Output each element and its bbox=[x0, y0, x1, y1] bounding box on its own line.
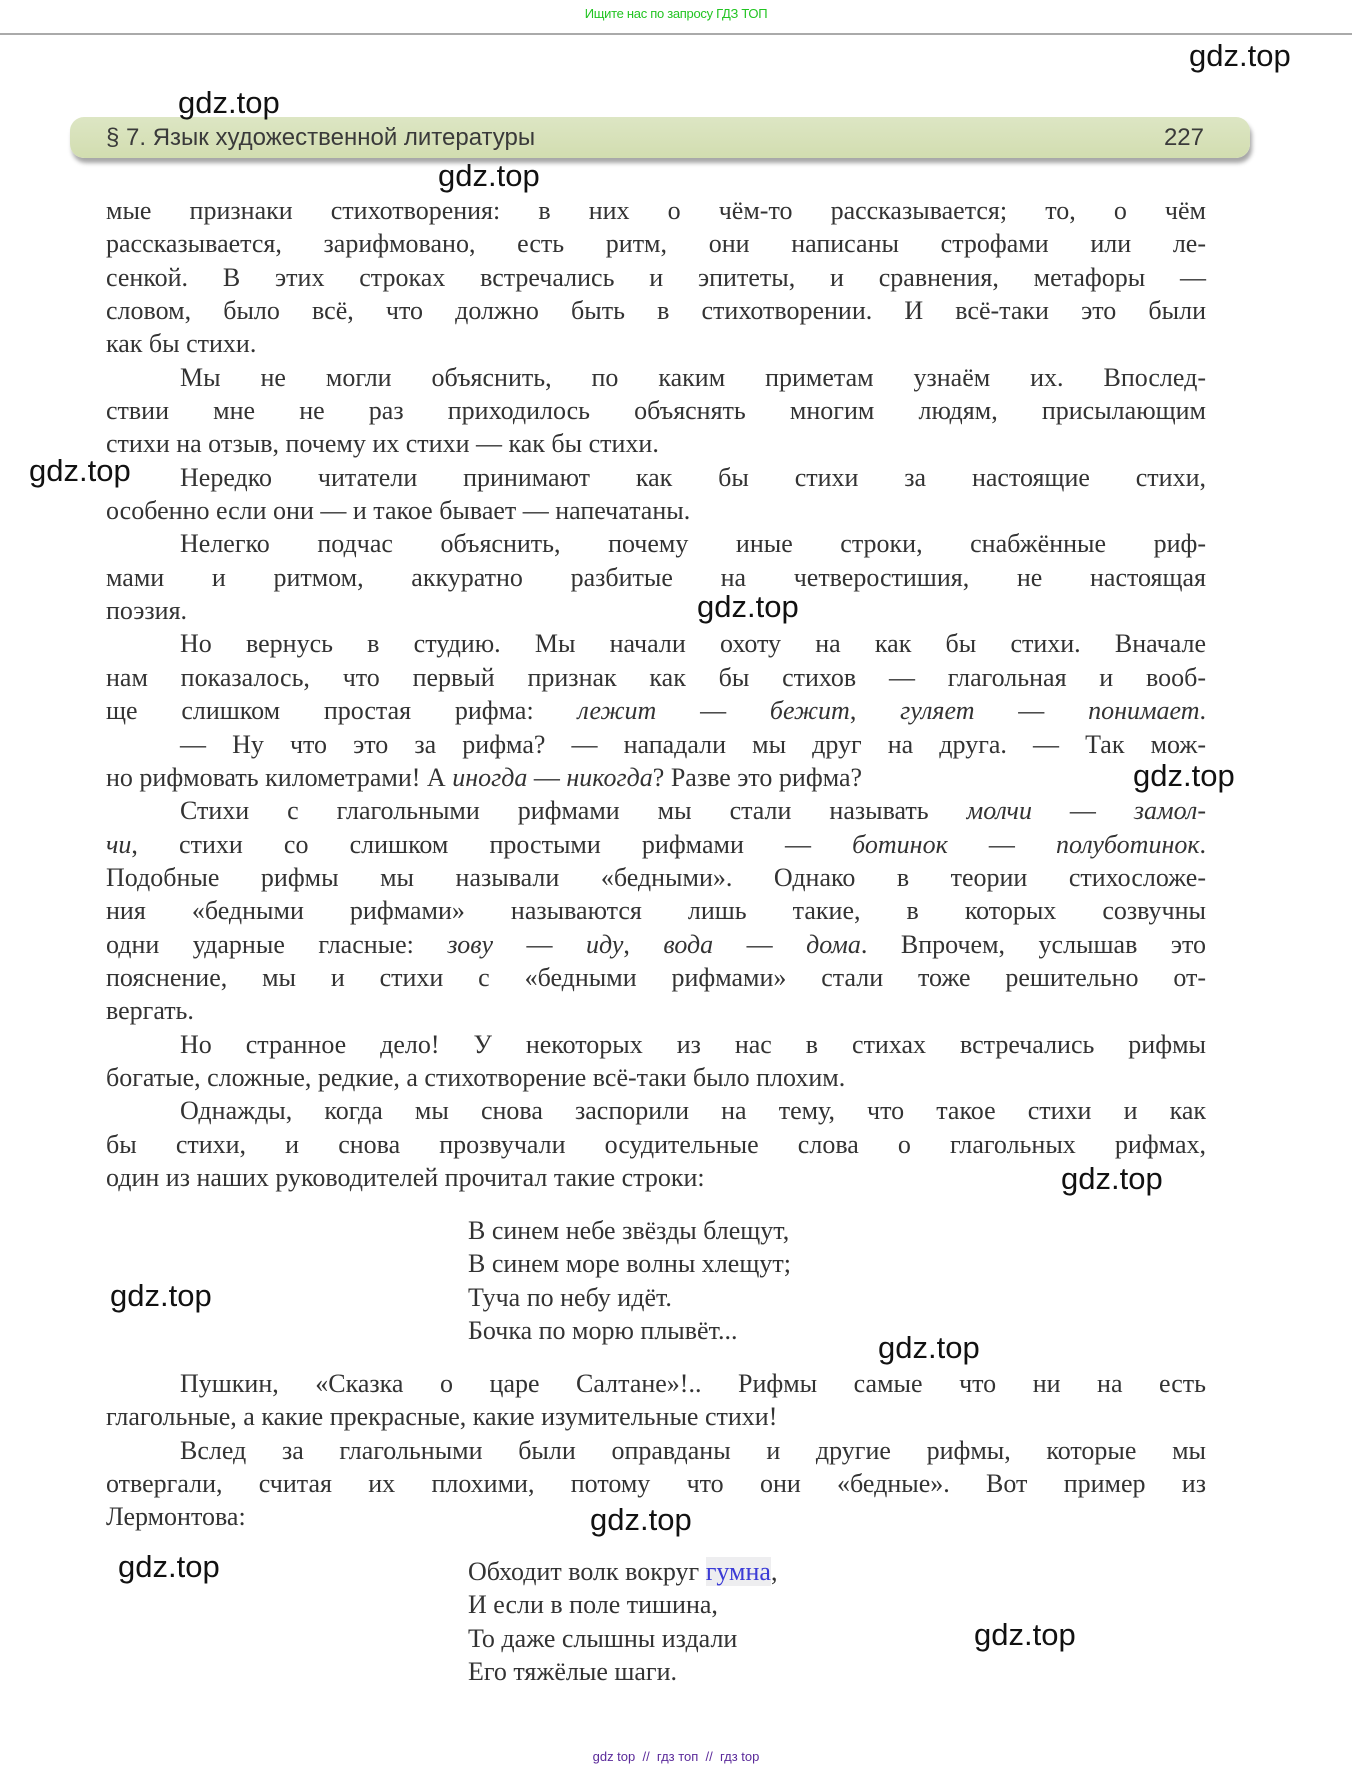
text-segment: , bbox=[849, 696, 901, 726]
text-segment: глагольные, а какие прекрасные, какие изумительные стихи! bbox=[106, 1402, 778, 1432]
text-segment: поэзия. bbox=[106, 596, 188, 626]
text-line bbox=[106, 527, 1206, 560]
footer-links: gdz top // гдз топ // гдз top bbox=[592, 1749, 760, 1764]
text-segment: — bbox=[713, 929, 807, 959]
italic-example-word: бежит bbox=[769, 696, 850, 726]
italic-example-word: полуботинок bbox=[1056, 829, 1200, 859]
text-line bbox=[106, 194, 1206, 227]
text-segment: Стихи с глагольными рифмами мы стали называть bbox=[180, 796, 967, 826]
watermark: gdz.top bbox=[590, 1502, 692, 1537]
text-segment: ? Разве это рифма? bbox=[652, 762, 863, 792]
divider bbox=[0, 33, 1352, 35]
poem-line: Бочка по морю плывёт... bbox=[468, 1316, 738, 1346]
text-line bbox=[106, 661, 1206, 694]
poem-line: Туча по небу идёт. bbox=[468, 1282, 672, 1312]
text-line bbox=[106, 1094, 1206, 1127]
text-segment: . bbox=[1199, 829, 1207, 859]
text-line bbox=[106, 561, 1206, 594]
text-line bbox=[106, 494, 1206, 527]
text-segment: нам показалось, что первый признак как бы стихов — глагольная и вооб- bbox=[106, 662, 1206, 692]
text-segment: Мы не могли объяснить, по каким приметам узнаём их. Впослед- bbox=[180, 362, 1206, 392]
text-line bbox=[106, 828, 1206, 861]
watermark: gdz.top bbox=[1133, 758, 1235, 793]
poem-lermontov bbox=[468, 1555, 777, 1688]
text-segment: Пушкин, «Сказка о царе Салтане»!.. Рифмы самые что ни на есть bbox=[180, 1369, 1206, 1398]
watermark: gdz.top bbox=[118, 1549, 220, 1584]
italic-example-word: лежит bbox=[577, 696, 657, 726]
italic-example-word: гуляет bbox=[900, 696, 975, 726]
poem-line: То даже слышны издали bbox=[468, 1623, 738, 1653]
text-segment: богатые, сложные, редкие, а стихотворение всё-таки было плохим. bbox=[106, 1062, 846, 1092]
text-line bbox=[106, 1434, 1206, 1467]
text-segment: . bbox=[1199, 696, 1207, 726]
poem-line: И если в поле тишина, bbox=[468, 1590, 718, 1620]
text-segment: Но вернусь в студию. Мы начали охоту на как бы стихи. Вначале bbox=[180, 629, 1206, 659]
italic-example-word: замол- bbox=[1133, 796, 1206, 826]
text-line bbox=[106, 294, 1206, 327]
italic-example-word: ботинок bbox=[852, 829, 948, 859]
text-segment: — bbox=[527, 762, 567, 792]
text-segment: Но странное дело! У некоторых из нас в стихах встречались рифмы bbox=[180, 1029, 1206, 1059]
page-number: 227 bbox=[1163, 124, 1204, 151]
text-line bbox=[106, 327, 1206, 360]
text-segment: Подобные рифмы мы называли «бедными». Однако в теории стихосложе- bbox=[106, 862, 1206, 892]
text-segment: — bbox=[947, 829, 1057, 859]
text-segment: , bbox=[623, 929, 664, 959]
italic-example-word: молчи bbox=[966, 796, 1032, 826]
watermark: gdz.top bbox=[1061, 1161, 1163, 1196]
text-segment: Вслед за глагольными были оправданы и другие рифмы, которые мы bbox=[180, 1435, 1206, 1465]
text-segment: — Ну что это за рифма? — нападали мы друг на друга. — Так мож- bbox=[180, 729, 1206, 759]
page-header-bar bbox=[70, 117, 1250, 158]
text-line bbox=[106, 761, 1206, 794]
text-segment: , стихи со слишком простыми рифмами — bbox=[131, 829, 853, 859]
text-segment: — bbox=[974, 696, 1089, 726]
watermark: gdz.top bbox=[178, 85, 280, 120]
text-line bbox=[106, 861, 1206, 894]
watermark: gdz.top bbox=[438, 158, 540, 193]
text-line bbox=[106, 928, 1206, 961]
text-line bbox=[106, 1028, 1206, 1061]
poem-line: В синем море волны хлещут; bbox=[468, 1249, 791, 1279]
italic-example-word: чи bbox=[106, 829, 132, 859]
text-line bbox=[106, 1467, 1206, 1500]
text-segment: бы стихи, и снова прозвучали осудительные слова о глагольных рифмах, bbox=[106, 1129, 1206, 1159]
text-segment: Нелегко подчас объяснить, почему иные строки, снабжённые риф- bbox=[180, 529, 1206, 559]
text-segment: особенно если они — и такое бывает — напечатаны. bbox=[106, 496, 691, 526]
poem-pushkin bbox=[468, 1214, 791, 1347]
text-segment: вергать. bbox=[106, 996, 194, 1026]
text-segment: ния «бедными рифмами» называются лишь такие, в которых созвучны bbox=[106, 896, 1206, 926]
section-title: § 7. Язык художественной литературы bbox=[106, 124, 536, 151]
italic-example-word: иногда bbox=[452, 762, 528, 792]
text-segment: один из наших руководителей прочитал такие строки: bbox=[106, 1162, 705, 1192]
poem-line: Его тяжёлые шаги. bbox=[468, 1657, 678, 1687]
text-segment: пояснение, мы и стихи с «бедными рифмами» стали тоже решительно от- bbox=[106, 962, 1206, 992]
text-segment: стихи на отзыв, почему их стихи — как бы стихи. bbox=[106, 429, 659, 459]
text-line bbox=[106, 728, 1206, 761]
italic-example-word: зову bbox=[447, 929, 494, 959]
text-line bbox=[106, 1128, 1206, 1161]
text-line bbox=[106, 394, 1206, 427]
text-segment: . Впрочем, услышав это bbox=[860, 929, 1207, 959]
text-line bbox=[106, 961, 1206, 994]
watermark: gdz.top bbox=[697, 589, 799, 624]
text-segment: — bbox=[1031, 796, 1134, 826]
text-segment: отвергали, считая их плохими, потому что они «бедные». Вот пример из bbox=[106, 1469, 1206, 1499]
text-segment: мые признаки стихотворения: в них о чём-то рассказывается; то, о чём bbox=[106, 196, 1206, 225]
italic-example-word: никогда bbox=[566, 762, 653, 792]
text-segment: но рифмовать километрами! А bbox=[106, 762, 453, 792]
text-segment: мами и ритмом, аккуратно разбитые на четверостишия, не настоящая bbox=[106, 562, 1206, 592]
italic-example-word: понимает bbox=[1088, 696, 1200, 726]
text-line bbox=[106, 894, 1206, 927]
poem-line-text: , bbox=[770, 1557, 778, 1586]
text-line bbox=[106, 1367, 1206, 1400]
text-segment: — bbox=[656, 696, 770, 726]
poem-line-text: Обходит волк вокруг bbox=[468, 1557, 706, 1586]
italic-example-word: иду bbox=[586, 929, 624, 959]
text-line bbox=[106, 227, 1206, 260]
text-line bbox=[106, 594, 1206, 627]
text-line bbox=[106, 694, 1206, 727]
text-segment: Нередко читатели принимают как бы стихи за настоящие стихи, bbox=[180, 462, 1206, 492]
poem-line: В синем небе звёзды блещут, bbox=[468, 1216, 790, 1245]
text-segment: словом, было всё, что должно быть в стихотворении. И всё-таки это были bbox=[106, 296, 1206, 326]
text-block-1 bbox=[106, 194, 1206, 1194]
poem-line bbox=[468, 1555, 777, 1588]
watermark: gdz.top bbox=[1189, 38, 1291, 73]
text-segment: рассказывается, зарифмовано, есть ритм, они написаны строфами или ле- bbox=[106, 229, 1206, 259]
watermark: gdz.top bbox=[878, 1330, 980, 1365]
text-segment: одни ударные гласные: bbox=[106, 929, 448, 959]
text-segment: Лермонтова: bbox=[106, 1502, 246, 1532]
text-line bbox=[106, 461, 1206, 494]
italic-example-word: дома bbox=[806, 929, 861, 959]
text-line bbox=[106, 994, 1206, 1027]
text-line bbox=[106, 1161, 1206, 1194]
text-line bbox=[106, 361, 1206, 394]
highlighted-word[interactable]: гумна bbox=[705, 1557, 771, 1586]
text-segment: ще слишком простая рифма: bbox=[106, 696, 578, 726]
text-segment: — bbox=[493, 929, 587, 959]
italic-example-word: вода bbox=[663, 929, 714, 959]
top-search-note: Ищите нас по запросу ГДЗ ТОП bbox=[584, 6, 768, 21]
text-line bbox=[106, 1061, 1206, 1094]
watermark: gdz.top bbox=[29, 453, 131, 488]
text-segment: как бы стихи. bbox=[106, 329, 257, 359]
watermark: gdz.top bbox=[974, 1617, 1076, 1652]
text-line bbox=[106, 1400, 1206, 1433]
text-line bbox=[106, 627, 1206, 660]
watermark: gdz.top bbox=[110, 1278, 212, 1313]
text-line bbox=[106, 261, 1206, 294]
text-segment: Однажды, когда мы снова заспорили на тему, что такое стихи и как bbox=[180, 1096, 1206, 1126]
text-line bbox=[106, 427, 1206, 460]
text-line bbox=[106, 794, 1206, 827]
text-segment: сенкой. В этих строках встречались и эпитеты, и сравнения, метафоры — bbox=[106, 262, 1206, 292]
text-segment: ствии мне не раз приходилось объяснять многим людям, присылающим bbox=[106, 396, 1206, 426]
